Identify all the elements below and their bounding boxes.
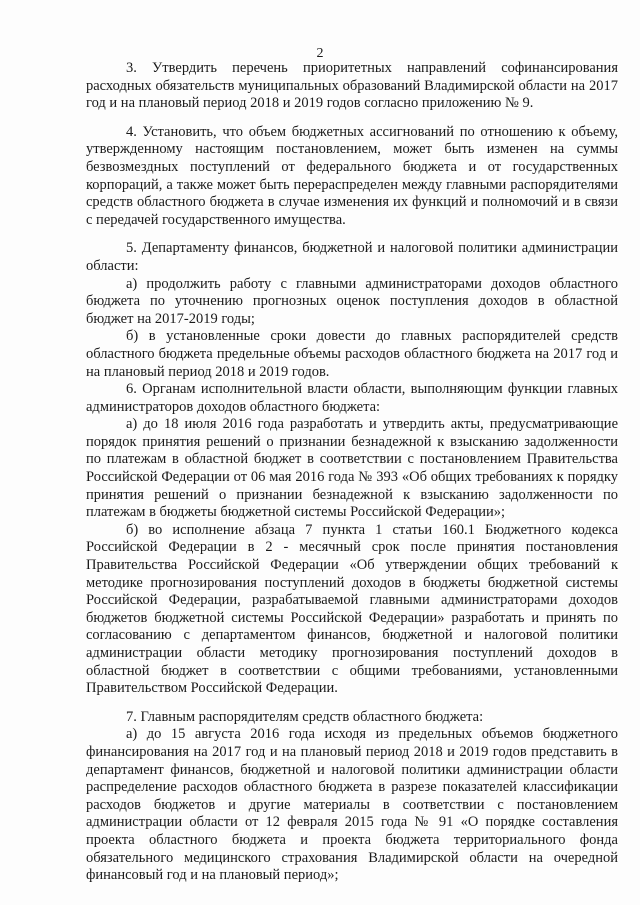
paragraph-item-5a: а) продолжить работу с главными администраторами доходов областного бюджета по уточнению прогнозных оценок поступления доходов в областной бюджет на 2017-2019 годы;: [86, 275, 618, 327]
document-body: [86, 60, 618, 885]
paragraph-item-5b: б) в установленные сроки довести до главных распорядителей средств областного бюджета предельные объемы расходов областного бюджета на 2017 год и на плановый период 2018 и 2019 годов.: [86, 328, 618, 380]
paragraph-item-7: 7. Главным распорядителям средств областного бюджета:: [126, 708, 484, 725]
paragraph-item-6: 6. Органам исполнительной власти области, выполняющим функции главных администраторов доходов областного бюджета:: [86, 381, 618, 415]
paragraph-item-7a: а) до 15 августа 2016 года исходя из предельных объемов бюджетного финансирования на 2017 год и на плановый период 2018 и 2019 годов представить в департамент финансов, бюджетной и налоговой политики администрации области распределение расходов областного бюджета в разрезе показателей классификации расходов бюджетов и другие материалы в соответствии с постановлением администрации области от 12 февраля 2015 года № 91 «О порядке составления проекта областного бюджета и проекта бюджета территориального фонда обязательного медицинского страхования Владимирской области на очередной финансовый год и на плановый период»;: [86, 726, 618, 884]
paragraph-item-3: 3. Утвердить перечень приоритетных направлений софинансирования расходных обязательств муниципальных образований Владимирской области на 2017 год и на плановый период 2018 и 2019 годов согласно приложению № 9.: [86, 60, 618, 112]
paragraph-item-5: 5. Департаменту финансов, бюджетной и налоговой политики администрации области:: [86, 240, 618, 274]
paragraph-item-6a: а) до 18 июля 2016 года разработать и утвердить акты, предусматривающие порядок принятия решений о признании безнадежной к взысканию задолженности по платежам в областной бюджет в соответствии с постановлением Правительства Российской Федерации от 06 мая 2016 года № 393 «Об общих требованиях к порядку принятия решений о признании безнадежной к взысканию задолженности по платежам в бюджеты бюджетной системы Российской Федерации»;: [86, 416, 618, 521]
page-number: 2: [316, 46, 324, 61]
paragraph-item-6b: б) во исполнение абзаца 7 пункта 1 статьи 160.1 Бюджетного кодекса Российской Федерации в 2 - месячный срок после принятия постановления Правительства Российской Федерации «Об утверждении общих требований к методике прогнозирования поступлений доходов в бюджеты бюджетной системы Российской Федерации, разрабатываемой главными администраторами доходов бюджетов бюджетной системы Российской Федерации» разработать и принять по согласованию с департаментом финансов, бюджетной и налоговой политики администрации области методику прогнозирования поступлений доходов в областной бюджет в соответствии с общими требованиями, установленными Правительством Российской Федерации.: [86, 521, 618, 697]
paragraph-item-4: 4. Установить, что объем бюджетных ассигнований по отношению к объему, утвержденному настоящим постановлением, может быть изменен на суммы безвозмездных поступлений от федерального бюджета и от государственных корпораций, а также может быть перераспределен между главными распорядителями средств областного бюджета в случае изменения их функций и полномочий и в связи с передачей государственного имущества.: [86, 123, 618, 228]
